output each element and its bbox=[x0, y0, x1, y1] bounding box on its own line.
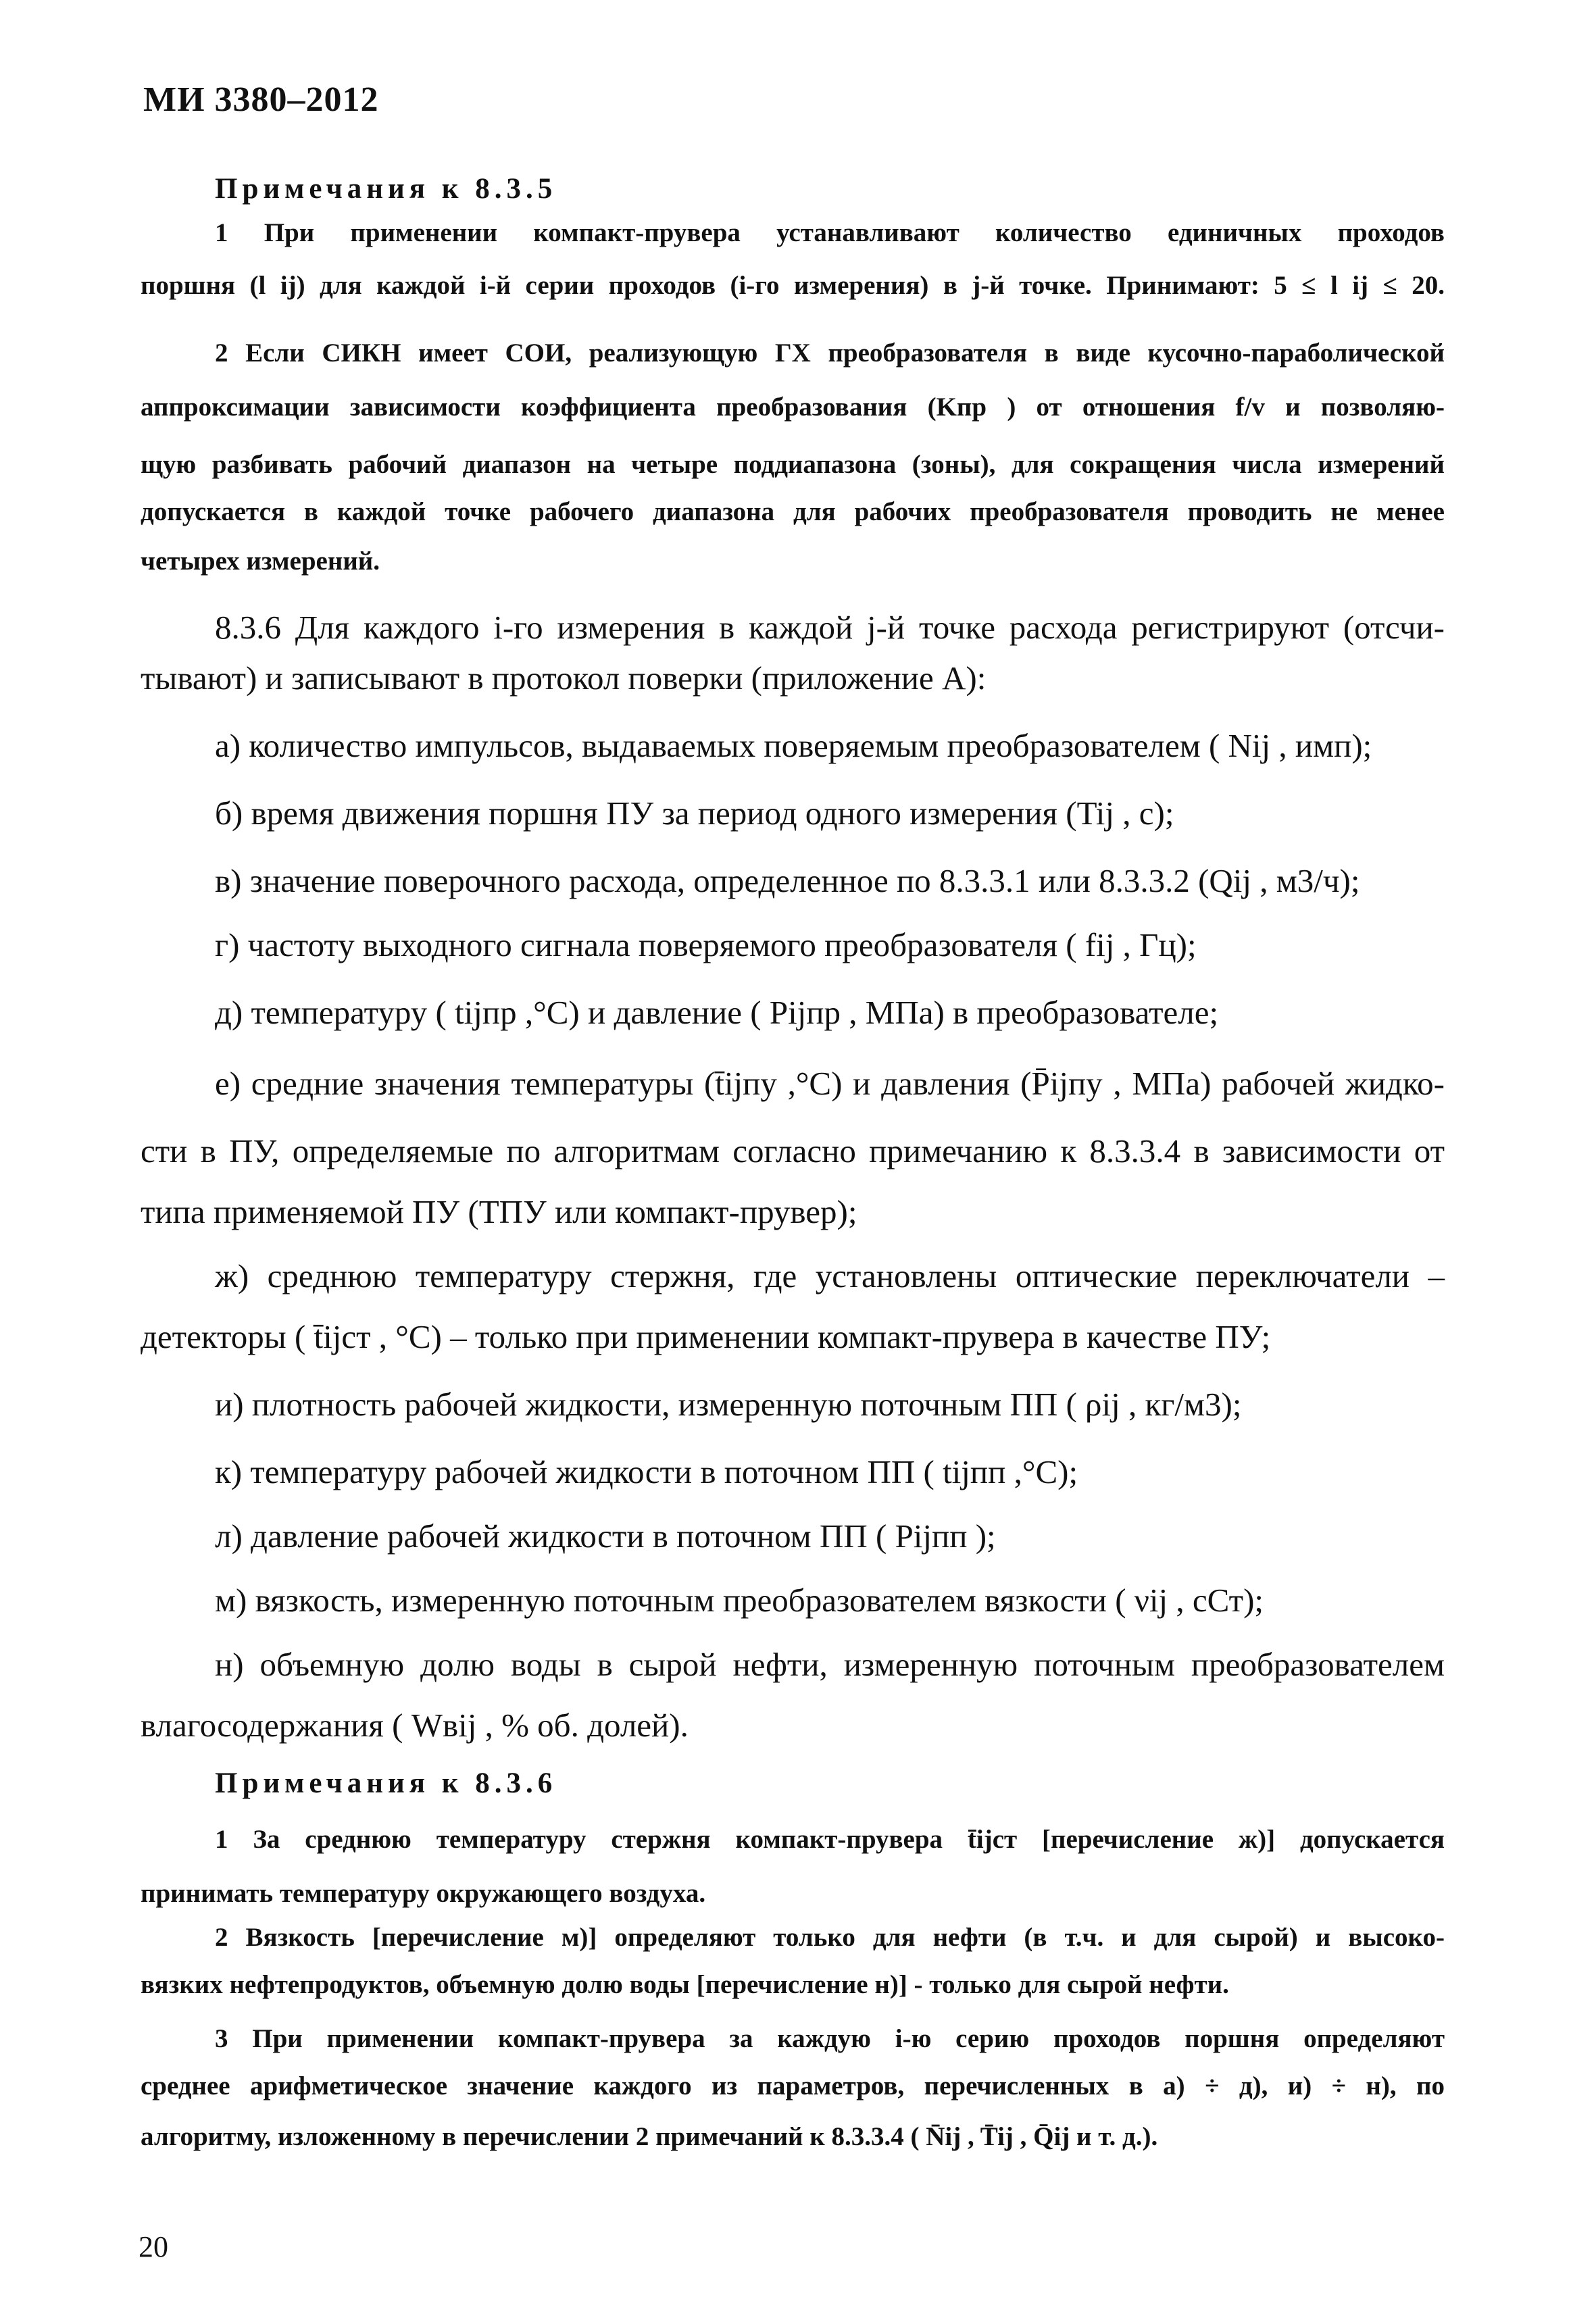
note-836-line-4: вязких нефтепродуктов, объемную долю воды [перечисление н)] - только для сырой нефти. bbox=[141, 1970, 1229, 1999]
item-e-line-3: типа применяемой ПУ (ТПУ или компакт-прувер); bbox=[141, 1193, 857, 1230]
note-835-line-4: аппроксимации зависимости коэффициента преобразования (Kпр ) от отношения f/v и позволяю- bbox=[141, 393, 1445, 422]
note-835-line-6: допускается в каждой точке рабочего диапазона для рабочих преобразователя проводить не менее bbox=[141, 497, 1445, 526]
note-836-line-1: 1 За среднюю температуру стержня компакт-прувера t̄ijст [перечисление ж)] допускается bbox=[215, 1825, 1445, 1854]
note-835-line-1: 1 При применении компакт-прувера устанавливают количество единичных проходов bbox=[215, 218, 1445, 247]
note-835-line-3: 2 Если СИКН имеет СОИ, реализующую ГХ преобразователя в виде кусочно-параболической bbox=[215, 338, 1445, 368]
item-zh-line-2: детекторы ( t̄ijст , °С) – только при применении компакт-прувера в качестве ПУ; bbox=[141, 1318, 1271, 1355]
note-835-line-5: щую разбивать рабочий диапазон на четыре поддиапазона (зоны), для сокращения числа измерений bbox=[141, 450, 1445, 479]
note-836-line-7: алгоритму, изложенному в перечислении 2 примечаний к 8.3.3.4 ( N̄ij , T̄ij , Q̄ij и т. д.). bbox=[141, 2122, 1158, 2151]
notes-835-title: Примечания к 8.3.5 bbox=[215, 173, 557, 205]
item-m: м) вязкость, измеренную поточным преобразователем вязкости ( νij , сСт); bbox=[215, 1582, 1264, 1619]
item-zh-line-1: ж) среднюю температуру стержня, где установлены оптические переключатели – bbox=[215, 1257, 1445, 1294]
para-836-line-1: 8.3.6 Для каждого i-го измерения в каждой j-й точке расхода регистрируют (отсчи- bbox=[215, 609, 1445, 646]
item-i: и) плотность рабочей жидкости, измеренную поточным ПП ( ρij , кг/м3); bbox=[215, 1386, 1242, 1423]
note-836-line-5: 3 При применении компакт-прувера за каждую i-ю серию проходов поршня определяют bbox=[215, 2024, 1445, 2053]
item-n-line-2: влагосодержания ( Wвij , % об. долей). bbox=[141, 1707, 689, 1744]
page-number: 20 bbox=[139, 2230, 168, 2263]
item-d: д) температуру ( tijпр ,°С) и давление ( Pijпр , МПа) в преобразователе; bbox=[215, 994, 1219, 1031]
item-e-line-2: сти в ПУ, определяемые по алгоритмам согласно примечанию к 8.3.3.4 в зависимости от bbox=[141, 1132, 1445, 1169]
note-836-line-3: 2 Вязкость [перечисление м)] определяют только для нефти (в т.ч. и для сырой) и высоко- bbox=[215, 1923, 1445, 1952]
note-835-line-2: поршня (l ij) для каждой i-й серии проходов (i-го измерения) в j-й точке. Принимают: 5 ≤ l ij ≤ 20. bbox=[141, 271, 1445, 300]
item-a: а) количество импульсов, выдаваемых поверяемым преобразователем ( Nij , имп); bbox=[215, 727, 1372, 764]
item-n-line-1: н) объемную долю воды в сырой нефти, измеренную поточным преобразователем bbox=[215, 1646, 1445, 1683]
note-836-line-6: среднее арифметическое значение каждого из параметров, перечисленных в а) ÷ д), и) ÷ н), по bbox=[141, 2071, 1445, 2101]
note-835-line-7: четырех измерений. bbox=[141, 547, 380, 576]
note-836-line-2: принимать температуру окружающего воздуха. bbox=[141, 1879, 706, 1908]
item-g: г) частоту выходного сигнала поверяемого преобразователя ( fij , Гц); bbox=[215, 926, 1197, 963]
notes-836-title: Примечания к 8.3.6 bbox=[215, 1767, 557, 1799]
item-e-line-1: е) средние значения температуры (t̄ijпу ,°С) и давления (P̄ijпу , МПа) рабочей жидко- bbox=[215, 1065, 1445, 1102]
para-836-line-2: тывают) и записывают в протокол поверки (приложение А): bbox=[141, 659, 987, 697]
document-header: МИ 3380–2012 bbox=[143, 80, 379, 119]
item-k: к) температуру рабочей жидкости в поточном ПП ( tijпп ,°С); bbox=[215, 1453, 1078, 1490]
item-b: б) время движения поршня ПУ за период одного измерения (Tij , с); bbox=[215, 795, 1174, 832]
item-l: л) давление рабочей жидкости в поточном ПП ( Pijпп ); bbox=[215, 1517, 996, 1555]
item-v: в) значение поверочного расхода, определенное по 8.3.3.1 или 8.3.3.2 (Qij , м3/ч); bbox=[215, 862, 1360, 899]
